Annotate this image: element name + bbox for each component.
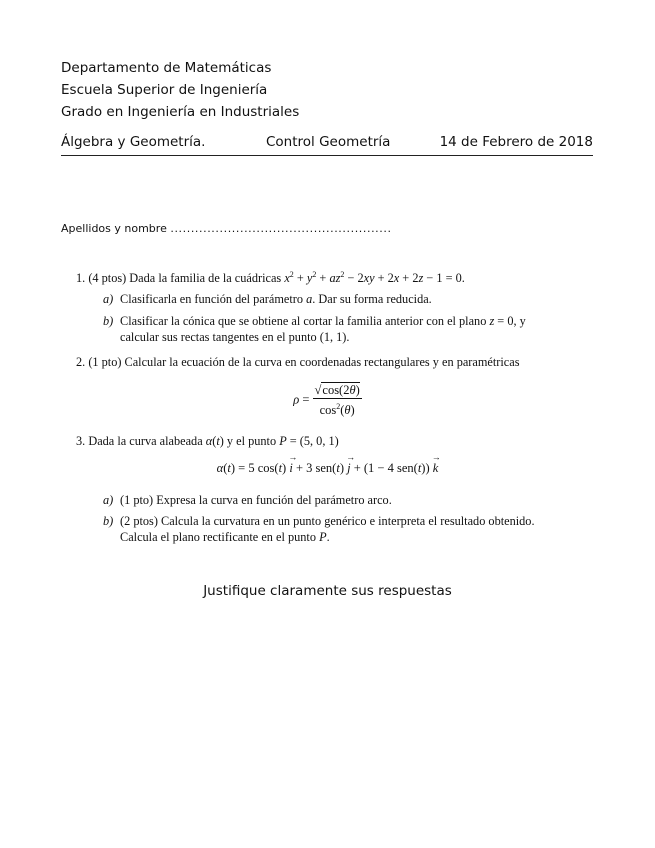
question-1-intro: (4 ptos) Dada la familia de la cuádricas (88, 271, 282, 286)
school-name: Escuela Superior de Ingeniería (61, 82, 268, 98)
course-line (61, 134, 593, 152)
question-1 (76, 267, 596, 286)
exam-date: 14 de Febrero de 2018 (439, 134, 593, 150)
quadric-equation: $x^2 + y^2 + az^2 - 2xy + 2x + 2z - 1 = 0$. (284, 270, 465, 286)
question-1b-text-end: , y (513, 314, 526, 328)
question-3b: b) (2 ptos) Calcula la curvatura en un punto genérico e interpreta el resultado obtenido. Calcula el plano rectificante en el punto P. (103, 514, 535, 544)
closing-instruction: Justifique claramente sus respuestas (203, 583, 452, 599)
question-2-text: (1 pto) Calcular la ecuación de la curva en coordenadas rectangulares y en paramétricas (88, 355, 520, 369)
question-2 (76, 355, 596, 370)
question-1b: b) Clasificar la cónica que se obtiene al cortar la familia anterior con el plano z = 0, y calcular sus rectas tangentes en el punto (1, 1). (103, 314, 526, 344)
question-1b-text: Clasificar la cónica que se obtiene al cortar la familia anterior con el plano (120, 314, 487, 328)
question-3: 3. Dada la curva alabeada α(t) y el punto P = (5, 0, 1) (76, 434, 339, 448)
question-number: 2. (76, 355, 86, 369)
question-3b-text: (2 ptos) Calcula la curvatura en un punto genérico e interpreta el resultado obtenido. (120, 514, 535, 528)
department-name: Departamento de Matemáticas (61, 60, 272, 76)
degree-name: Grado en Ingeniería en Industriales (61, 104, 300, 120)
name-dots: ...................................................... (170, 222, 392, 235)
item-label: a) (103, 292, 114, 306)
curve-equation: α(t) = 5 cos(t) → i + 3 sen(t) → j + (1 − 4 sen(t)) → k (0, 461, 655, 476)
item-label: b) (103, 514, 114, 528)
header-rule (61, 155, 593, 156)
student-name-line (61, 222, 392, 235)
item-label: a) (103, 493, 114, 507)
polar-equation: ρ = $\frac{√\cos(2\theta)}{\cos^2(\theta)}$ (293, 383, 360, 418)
question-3b-text-2: Calcula el plano rectificante en el punto (120, 530, 316, 544)
name-label: Apellidos y nombre (61, 222, 167, 235)
question-3-intro-2: y el punto (226, 434, 277, 448)
question-number: 3. (76, 434, 86, 448)
course-subject: Álgebra y Geometría. (61, 134, 206, 150)
question-number: 1. (76, 271, 86, 286)
question-1b-text-2: calcular sus rectas tangentes en el punto (1, 1). (120, 330, 350, 344)
item-label: b) (103, 314, 114, 328)
question-1a-text: Clasificarla en función del parámetro (120, 292, 304, 306)
question-3-intro: Dada la curva alabeada (88, 434, 203, 448)
question-3a-text: (1 pto) Expresa la curva en función del parámetro arco. (120, 493, 392, 507)
question-1a-text-end: . Dar su forma reducida. (312, 292, 432, 306)
exam-title: Control Geometría (266, 134, 391, 150)
